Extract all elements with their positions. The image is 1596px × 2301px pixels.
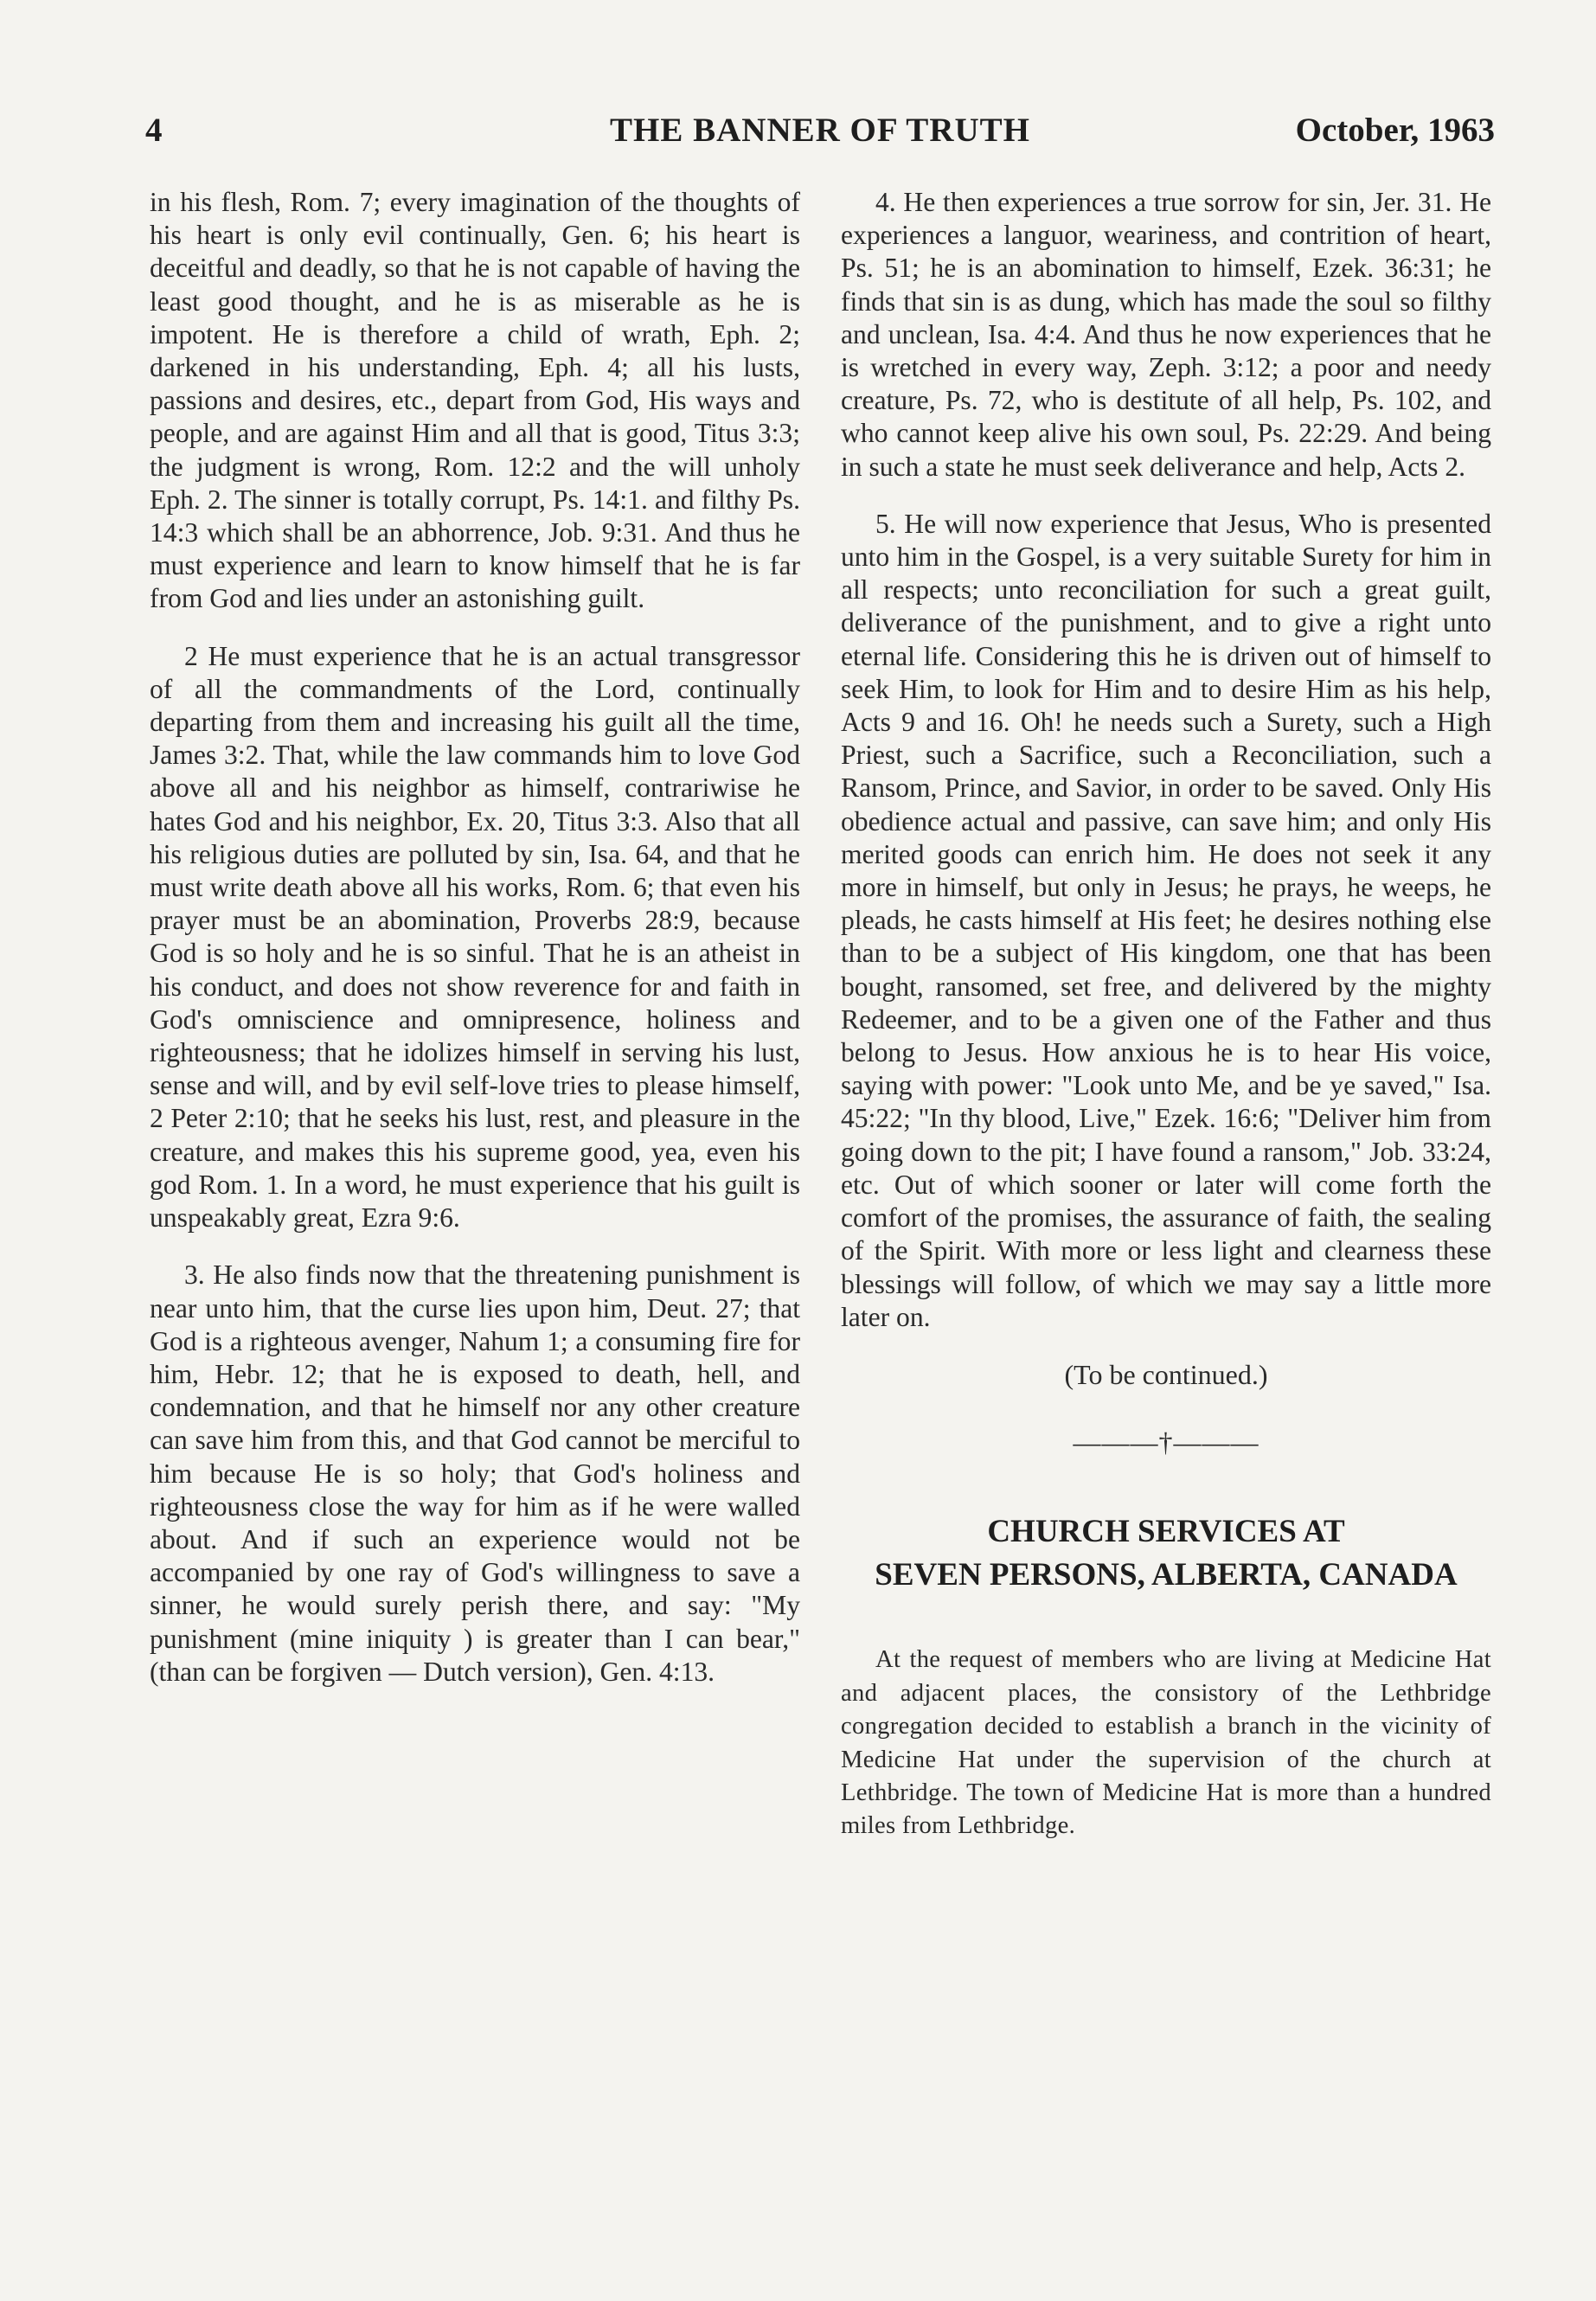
- article-heading: [841, 1510, 1491, 1597]
- heading-line-1: CHURCH SERVICES AT: [987, 1514, 1345, 1550]
- page-number: 4: [145, 112, 163, 149]
- left-column: [150, 186, 800, 1713]
- to-be-continued-note: (To be continued.): [1064, 1358, 1268, 1390]
- paragraph-3: 3. He also finds now that the threatening punishment is near unto him, that the curse lies upon him, Deut. 27; that God is a righteous avenger, Nahum 1; a consuming fire for him, Hebr. 12; that he is exposed to death, hell, and condemnation, and that he himself nor any other creature can save him from this, and that God cannot be merciful to him because He is so holy; that God's holiness and righteousness close the way for him as if he were walled about. And if such an experience would not be accompanied by one ray of God's willingness to save a sinner, he would surely perish there, and say: "My punishment (mine iniquity ) is greater than I can bear," (than can be forgiven — Dutch version), Gen. 4:13.: [150, 1259, 800, 1687]
- church-services-paragraph: At the request of members who are living at Medicine Hat and adjacent places, the consistory of the Lethbridge congregation decided to establish a branch in the vicinity of Medicine Hat under the supervision of the church at Lethbridge. The town of Medicine Hat is more than a hundred miles from Lethbridge.: [841, 1646, 1491, 1840]
- issue-date: October, 1963: [1295, 112, 1495, 149]
- church-services-article: [841, 1644, 1491, 1843]
- paragraph-4: 4. He then experiences a true sorrow for sin, Jer. 31. He experiences a languor, weariness, and contrition of heart, Ps. 51; he is an abomination to himself, Ezek. 36:31; he finds that sin is as dung, which has made the soul so filthy and unclean, Isa. 4:4. And thus he now experiences that he is wretched in every way, Zeph. 3:12; a poor and needy creature, Ps. 72, who is destitute of all help, Ps. 102, and who cannot keep alive his own soul, Ps. 22:29. And being in such a state he must seek deliverance and help, Acts 2.: [841, 187, 1491, 482]
- paragraph-continued: in his flesh, Rom. 7; every imagination of the thoughts of his heart is only evil continually, Gen. 6; his heart is deceitful and deadly, so that he is not capable of having the least good thought, and he is as miserable as he is impotent. He is therefore a child of wrath, Eph. 2; darkened in his understanding, Eph. 4; all his lusts, passions and desires, etc., depart from God, His ways and people, and are against Him and all that is good, Titus 3:3; the judgment is wrong, Rom. 12:2 and the will unholy Eph. 2. The sinner is totally corrupt, Ps. 14:1. and filthy Ps. 14:3 which shall be an abhorrence, Job. 9:31. And thus he must experience and learn to know himself that he is far from God and lies under an astonishing guilt.: [150, 187, 800, 614]
- heading-line-2: SEVEN PERSONS, ALBERTA, CANADA: [875, 1557, 1458, 1593]
- paragraph-5: 5. He will now experience that Jesus, Who is presented unto him in the Gospel, is a very suitable Surety for him in all respects; unto reconciliation for such a great guilt, deliverance of the punishment, and to give a right unto eternal life. Considering this he is driven out of himself to seek Him, to look for Him and to desire Him as his help, Acts 9 and 16. Oh! he needs such a Surety, such a High Priest, such a Sacrifice, such a Reconciliation, such a Ransom, Prince, and Savior, in order to be saved. Only His obedience actual and passive, can save him; and only His merited goods can enrich him. He does not seek it any more in himself, but only in Jesus; he prays, he weeps, he pleads, he casts himself at His feet; he desires nothing else than to be a subject of His kingdom, one that has been bought, ransomed, set free, and delivered by the mighty Redeemer, and to be a given one of the Father and thus belong to Jesus. How anxious he is to hear His voice, saying with power: "Look unto Me, and be ye saved," Isa. 45:22; "In thy blood, Live," Ezek. 16:6; "Deliver him from going down to the pit; I have found a ransom," Job. 33:24, etc. Out of which sooner or later will come forth the comfort of the promises, the assurance of faith, the sealing of the Spirit. With more or less light and clearness these blessings will follow, of which we may say a little more later on.: [841, 508, 1491, 1332]
- publication-title: THE BANNER OF TRUTH: [610, 112, 1030, 149]
- paragraph-2: 2 He must experience that he is an actual transgressor of all the commandments of the Lord, continually departing from them and increasing his guilt all the time, James 3:2. That, while the law commands him to love God above all and his neighbor as himself, contrariwise he hates God and his neighbor, Ex. 20, Titus 3:3. Also that all his religious duties are polluted by sin, Isa. 64, and that he must write death above all his works, Rom. 6; that even his prayer must be an abomination, Proverbs 28:9, because God is so holy and he is so sinful. That he is an atheist in his conduct, and does not show reverence for and faith in God's omniscience and omnipresence, holiness and righteousness; that he idolizes himself in serving his lust, sense and will, and by evil self-love tries to please himself, 2 Peter 2:10; that he seeks his lust, rest, and pleasure in the creature, and makes this his supreme good, yea, even his god Rom. 1. In a word, he must experience that his guilt is unspeakably great, Ezra 9:6.: [150, 640, 800, 1234]
- page-header: [145, 111, 1495, 159]
- section-divider: ———†———: [1073, 1426, 1259, 1458]
- right-column: [841, 186, 1491, 1868]
